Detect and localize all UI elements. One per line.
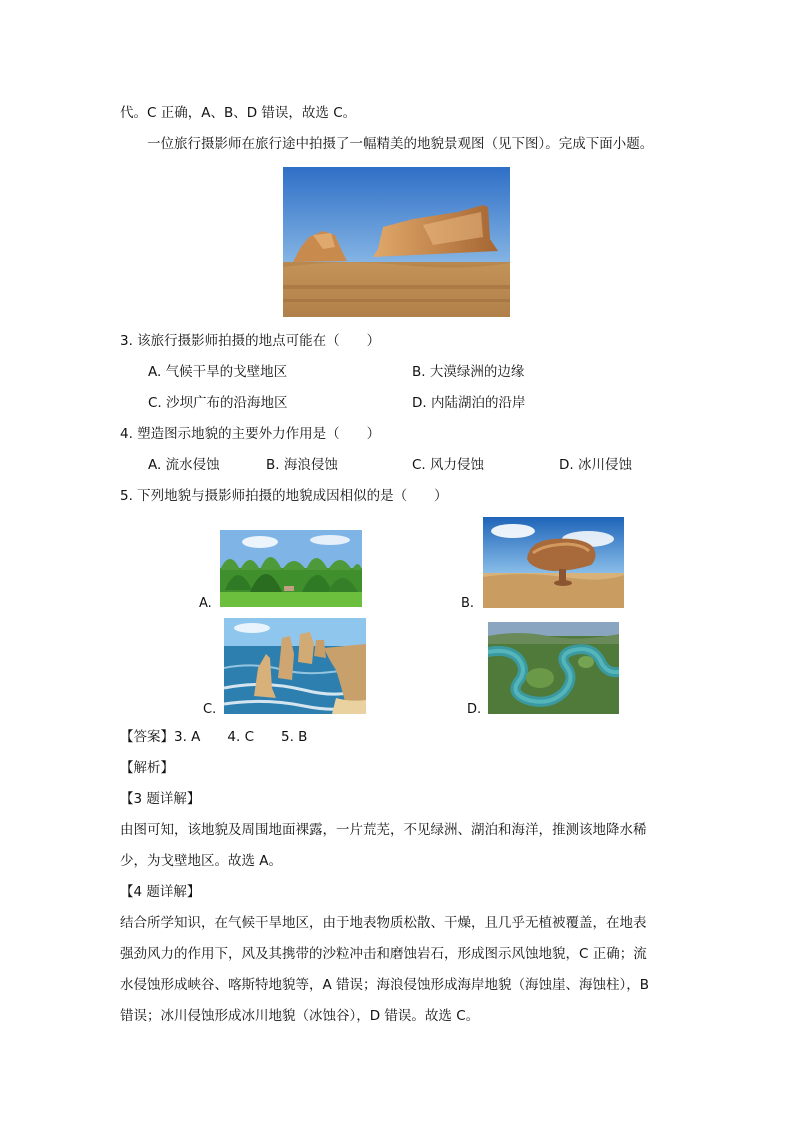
q4-detail-heading: 【4 题详解】: [120, 884, 201, 900]
question-group-stem: 一位旅行摄影师在旅行途中拍摄了一幅精美的地貌景观图（见下图）。完成下面小题。: [147, 136, 654, 152]
question-5-stem: 5. 下列地貌与摄影师拍摄的地貌成因相似的是（ ）: [120, 488, 448, 504]
q3-option-a: A. 气候干旱的戈壁地区: [148, 364, 288, 380]
analysis-heading: 【解析】: [120, 760, 174, 776]
q4-detail-line-3: 水侵蚀形成峡谷、喀斯特地貌等，A 错误；海浪侵蚀形成海岸地貌（海蚀崖、海蚀柱），B: [120, 977, 650, 993]
q4-option-a: A. 流水侵蚀: [148, 457, 220, 473]
question-4-stem: 4. 塑造图示地貌的主要外力作用是（ ）: [120, 426, 381, 442]
q4-detail-line-2: 强劲风力的作用下，风及其携带的沙粒冲击和磨蚀岩石，形成图示风蚀地貌，C 正确；流: [120, 946, 647, 962]
carry-over-line: 代。C 正确，A、B、D 错误，故选 C。: [120, 105, 357, 121]
q4-option-b: B. 海浪侵蚀: [266, 457, 338, 473]
q3-detail-heading: 【3 题详解】: [120, 791, 201, 807]
q3-option-b: B. 大漠绿洲的边缘: [412, 364, 525, 380]
q4-option-d: D. 冰川侵蚀: [559, 457, 632, 473]
q4-option-c: C. 风力侵蚀: [412, 457, 485, 473]
q3-detail-line-1: 由图可知，该地貌及周围地面裸露，一片荒芜，不见绿洲、湖泊和海洋，推测该地降水稀: [120, 822, 647, 838]
sea-stacks-photo: [224, 618, 366, 714]
q4-detail-line-4: 错误；冰川侵蚀形成冰川地貌（冰蚀谷），D 错误。故选 C。: [120, 1008, 480, 1024]
q3-option-c: C. 沙坝广布的沿海地区: [148, 395, 288, 411]
river-meander-photo: [488, 622, 619, 714]
q3-detail-line-2: 少，为戈壁地区。故选 A。: [120, 853, 283, 869]
answer-line: 【答案】3. A 4. C 5. B: [120, 729, 308, 745]
karst-hills-photo: [220, 530, 362, 607]
q3-option-d: D. 内陆湖泊的沿岸: [412, 395, 526, 411]
yardang-landform-photo: [283, 167, 510, 317]
q5-option-c-label: C.: [203, 702, 217, 717]
q4-detail-line-1: 结合所学知识，在气候干旱地区，由于地表物质松散、干燥，且几乎无植被覆盖，在地表: [120, 915, 647, 931]
q5-option-d-label: D.: [467, 702, 482, 717]
mushroom-rock-photo: [483, 517, 624, 608]
q5-option-b-label: B.: [461, 596, 475, 611]
q5-option-a-label: A.: [199, 596, 212, 611]
question-3-stem: 3. 该旅行摄影师拍摄的地点可能在（ ）: [120, 333, 381, 349]
